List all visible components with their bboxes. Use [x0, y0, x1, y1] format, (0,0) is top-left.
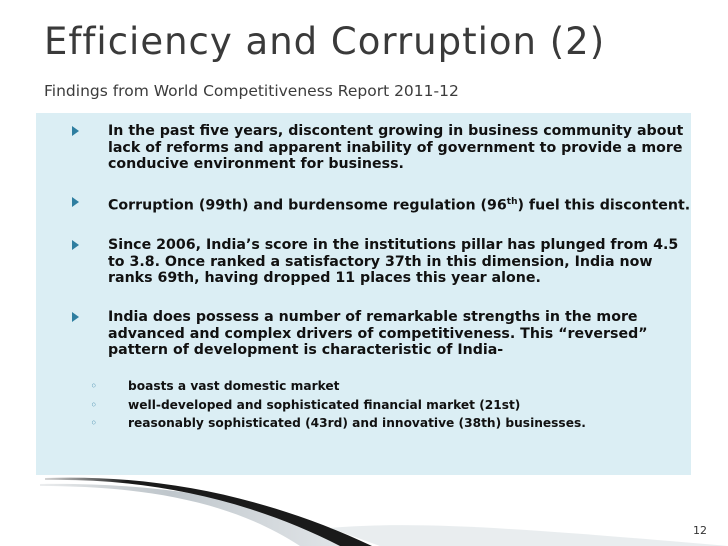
bullet-text-part: ) fuel this discontent. [517, 197, 691, 214]
bullet-arrow-icon [72, 126, 79, 136]
bullet-line: India does possess a number of remarkable strengths in the more [108, 309, 638, 325]
slide-title: Efficiency and Corruption (2) [44, 20, 606, 63]
bullet-line: In the past five years, discontent growing in business community about [108, 123, 684, 139]
page-number: 12 [693, 524, 707, 537]
bullet-text [108, 237, 728, 287]
sub-bullet-text: boasts a vast domestic market [128, 379, 340, 393]
bullet-text [108, 194, 728, 214]
bullet-line: advanced and complex drivers of competitiveness. This “reversed” [108, 325, 648, 342]
sub-bullet-text: well-developed and sophisticated financial market (21st) [128, 398, 521, 412]
bullet-line: Since 2006, India’s score in the institutions pillar has plunged from 4.5 [108, 237, 679, 253]
bullet-line: conducive environment for business. [108, 156, 404, 172]
bullet-arrow-icon [72, 197, 79, 207]
bullet-superscript: th [506, 197, 518, 207]
bullet-text [108, 309, 728, 359]
bullet-line: ranks 69th, having dropped 11 places this year alone. [108, 270, 541, 286]
bullet-text [108, 123, 728, 173]
content-box [36, 113, 691, 475]
bullet-line: to 3.8. Once ranked a satisfactory 37th in this dimension, India now [108, 253, 653, 270]
circle-bullet-icon: ◦ [90, 398, 98, 412]
slide-subtitle: Findings from World Competitiveness Report 2011-12 [44, 82, 459, 100]
bullet-line: lack of reforms and apparent inability of government to provide a more [108, 139, 683, 156]
bullet-text-part: Corruption (99th) and burdensome regulation (96 [108, 197, 507, 214]
bullet-arrow-icon [72, 312, 79, 322]
bullet-line: pattern of development is characteristic of India- [108, 342, 504, 358]
circle-bullet-icon: ◦ [90, 416, 98, 430]
bullet-arrow-icon [72, 240, 79, 250]
sub-bullet-text: reasonably sophisticated (43rd) and innovative (38th) businesses. [128, 416, 586, 430]
circle-bullet-icon: ◦ [90, 379, 98, 393]
